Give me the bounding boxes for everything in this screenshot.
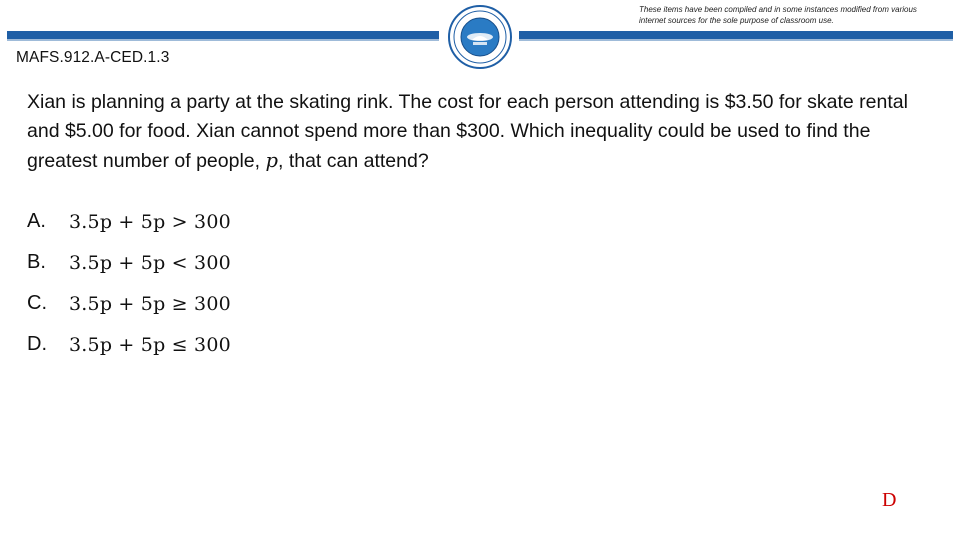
choice-letter: C. xyxy=(27,292,47,314)
header-bar-right xyxy=(520,32,952,38)
choice-letter: D. xyxy=(27,333,47,355)
choice-letter: B. xyxy=(27,251,46,273)
question-text xyxy=(27,88,927,176)
school-district-seal-icon xyxy=(446,4,514,70)
question-text-before: Xian is planning a party at the skating rink. The cost for each person attending is $3.50 for skate rental and $5.00 for food. Xian cannot spend more than $300. Which inequality could be used to find the greatest number of people, xyxy=(27,91,908,172)
choice-d[interactable] xyxy=(27,324,231,365)
choice-expression: 3.5p + 5p ≥ 300 xyxy=(69,292,231,315)
question-variable: p xyxy=(265,149,278,172)
choice-letter: A. xyxy=(27,210,46,232)
answer-choices xyxy=(27,201,231,365)
header-bar-left xyxy=(8,32,438,38)
choice-b[interactable] xyxy=(27,242,231,283)
choice-expression: 3.5p + 5p > 300 xyxy=(69,210,231,233)
choice-expression: 3.5p + 5p ≤ 300 xyxy=(69,333,231,356)
disclaimer-text: These items have been compiled and in some instances modified from various internet sources for the sole purpose of classroom use. xyxy=(639,5,917,25)
standard-code: MAFS.912.A-CED.1.3 xyxy=(16,49,170,66)
choice-expression: 3.5p + 5p < 300 xyxy=(69,251,231,274)
choice-a[interactable] xyxy=(27,201,231,242)
choice-c[interactable] xyxy=(27,283,231,324)
answer-key: D xyxy=(882,489,897,511)
question-text-after: , that can attend? xyxy=(277,150,429,172)
